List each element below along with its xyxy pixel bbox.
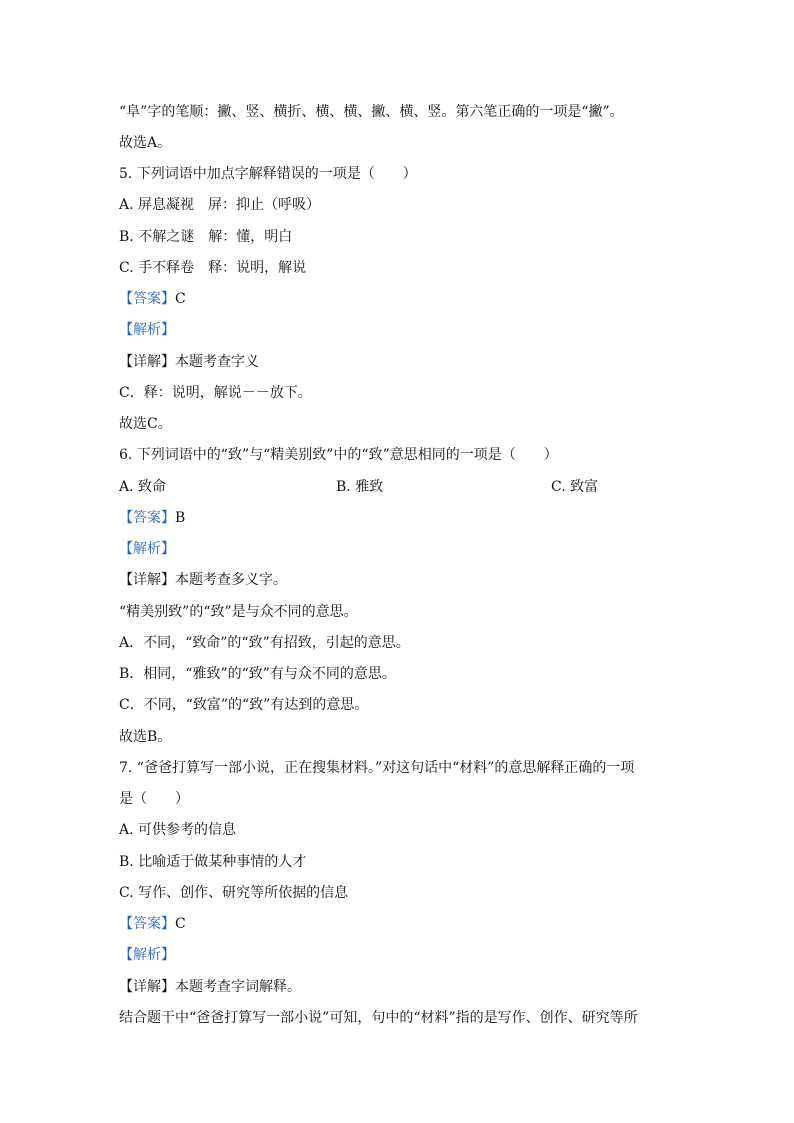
q6-line-3: B．相同，“雅致”的“致”有与众不同的意思。 <box>119 666 396 682</box>
q7-option-b: B. 比喻适于做某种事情的人才 <box>119 854 307 870</box>
detail-tag: 【详解】 <box>119 572 175 588</box>
q6-analysis-tag: 【解析】 <box>119 541 175 557</box>
q5-option-a: A. 屏息凝视 屏：抑止（呼吸） <box>119 197 321 213</box>
q6-conclusion: 故选B。 <box>119 729 172 745</box>
q7-detail <box>119 978 301 996</box>
detail-text: 本题考查多义字。 <box>175 572 287 588</box>
q7-option-a: A. 可供参考的信息 <box>119 822 237 838</box>
q7-analysis-tag: 【解析】 <box>119 947 175 963</box>
q7-stem-line-1: 7. “爸爸打算写一部小说，正在搜集材料。”对这句话中“材料”的意思解释正确的一项 <box>119 760 635 776</box>
q5-detail <box>119 353 259 371</box>
q6-option-c: C. 致富 <box>551 479 599 495</box>
q5-option-b: B. 不解之谜 解：懂，明白 <box>119 229 293 245</box>
q5-explanation: C．释：说明，解说－－放下。 <box>119 385 312 401</box>
q6-line-2: A．不同，“致命”的“致”有招致，引起的意思。 <box>119 635 410 651</box>
answer-value: C <box>175 291 186 307</box>
detail-tag: 【详解】 <box>119 979 175 995</box>
q4-conclusion: 故选A。 <box>119 135 172 151</box>
answer-value: C <box>175 916 186 932</box>
answer-tag: 【答案】 <box>119 916 175 932</box>
q7-answer <box>119 915 186 933</box>
answer-tag: 【答案】 <box>119 510 175 526</box>
q6-answer <box>119 509 185 527</box>
detail-tag: 【详解】 <box>119 354 175 370</box>
q4-stroke-order: “阜”字的笔顺：撇、竖、横折、横、横、撇、横、竖。第六笔正确的一项是“撇”。 <box>119 104 624 120</box>
detail-text: 本题考查字词解释。 <box>175 979 301 995</box>
q5-analysis-tag: 【解析】 <box>119 322 175 338</box>
q7-explanation: 结合题干中“爸爸打算写一部小说”可知，句中的“材料”指的是写作、创作、研究等所 <box>119 1010 638 1026</box>
q7-option-c: C. 写作、创作、研究等所依据的信息 <box>119 885 349 901</box>
q6-detail <box>119 571 287 589</box>
q6-line-1: “精美别致”的“致”是与众不同的意思。 <box>119 604 358 620</box>
answer-value: B <box>175 510 186 526</box>
q7-stem-line-2: 是（ ） <box>119 791 189 807</box>
q5-stem: 5. 下列词语中加点字解释错误的一项是（ ） <box>119 166 417 182</box>
detail-text: 本题考查字义 <box>175 354 259 370</box>
q5-answer <box>119 290 186 308</box>
q6-stem: 6. 下列词语中的“致”与“精美别致”中的“致”意思相同的一项是（ ） <box>119 447 558 463</box>
q6-line-4: C．不同，“致富”的“致”有达到的意思。 <box>119 697 369 713</box>
q5-conclusion: 故选C。 <box>119 416 172 432</box>
q6-option-b: B. 雅致 <box>336 479 384 495</box>
q5-option-c: C. 手不释卷 释：说明，解说 <box>119 260 307 276</box>
answer-tag: 【答案】 <box>119 291 175 307</box>
q6-option-a: A. 致命 <box>119 479 167 495</box>
